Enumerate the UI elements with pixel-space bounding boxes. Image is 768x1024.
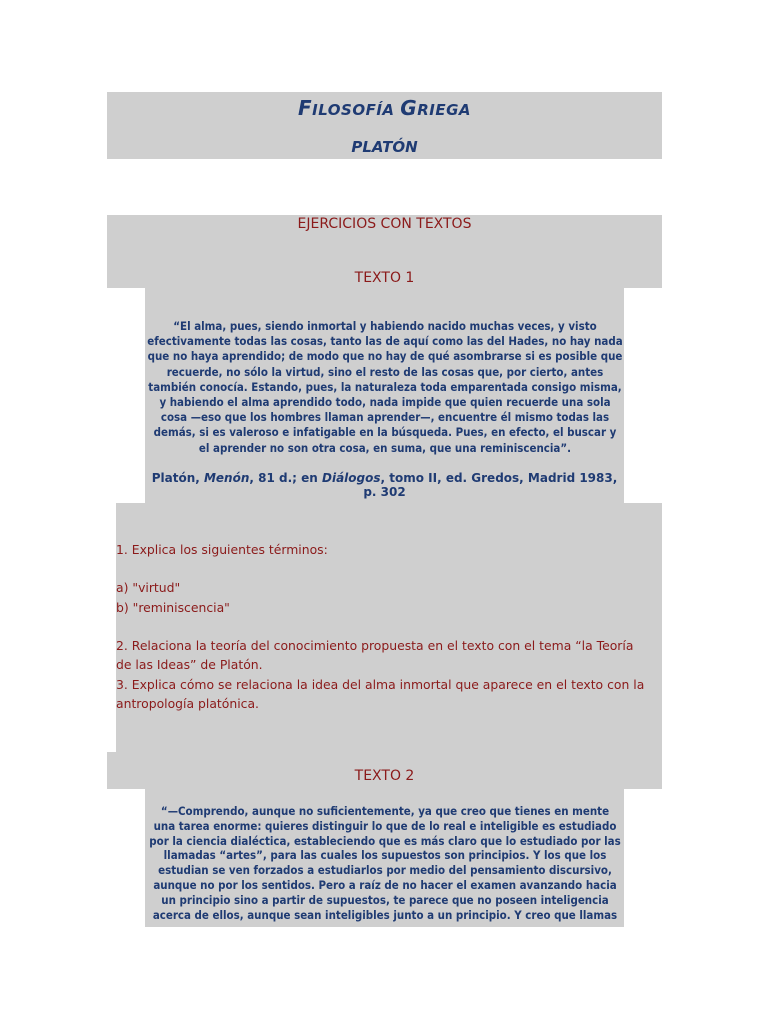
quote-line: un principio sino a partir de supuestos, te parece que no poseen inteligencia — [161, 893, 609, 907]
texto1-citation — [145, 471, 624, 499]
question-2-line2: de las Ideas” de Platón. — [116, 657, 263, 672]
exercises-heading: EJERCICIOS CON TEXTOS — [297, 216, 472, 232]
title-word-rest: ILOSOFÍA — [312, 101, 395, 119]
texto2-quote-box — [145, 789, 624, 927]
citation-author: Platón, — [151, 471, 204, 485]
question-3-line2: antropología platónica. — [116, 696, 259, 711]
quote-line: “El alma, pues, siendo inmortal y habiendo nacido muchas veces, y visto — [173, 320, 597, 333]
quote-line: “—Comprendo, aunque no suficientemente, ya que creo que tienes en mente — [160, 805, 610, 818]
question-1b: b) "reminiscencia" — [116, 600, 230, 615]
citation-edition: , tomo II, ed. Gredos, Madrid 1983, p. 302 — [363, 471, 618, 499]
title-initial: G — [400, 96, 418, 120]
quote-line: por la ciencia dialéctica, estableciendo que es más claro que lo estudiado por las — [149, 834, 621, 848]
title-initial: F — [298, 96, 313, 120]
quote-line: aunque no por los sentidos. Pero a raíz de no hacer el examen avanzando hacia — [153, 878, 617, 892]
quote-line: demás, si es valeroso e infatigable en la búsqueda. Pues, en efecto, el buscar y — [153, 426, 617, 440]
texto1-quote-box — [145, 287, 624, 503]
citation-mid: , 81 d.; en — [249, 471, 322, 485]
texto2-title: TEXTO 2 — [354, 768, 415, 784]
question-1a: a) "virtud" — [116, 580, 181, 595]
quote-line: que no haya aprendido; de modo que no hay de qué asombrarse si es posible que — [147, 350, 623, 364]
page-header — [107, 92, 662, 159]
quote-line: también conocía. Estando, pues, la naturaleza toda emparentada consigo misma, — [148, 380, 622, 394]
citation-book: Diálogos — [322, 471, 381, 485]
quote-line: y habiendo el alma aprendido todo, nada impide que quien recuerde una sola — [159, 396, 611, 410]
citation-work: Menón — [203, 471, 250, 485]
texto1-title: TEXTO 1 — [354, 270, 415, 286]
question-1: 1. Explica los siguientes términos: — [116, 542, 328, 557]
quote-line: efectivamente todas las cosas, tanto las de aquí como las del Hades, no hay nada — [147, 335, 623, 349]
quote-line: cosa —eso que los hombres llaman aprender—, encuentre él mismo todas las — [160, 411, 610, 425]
texto2-quote — [146, 805, 624, 923]
quote-line: acerca de ellos, aunque sean inteligibles junto a un principio. Y creo que llamas — [152, 908, 618, 922]
page-subtitle: PLATÓN — [351, 138, 418, 156]
title-word-rest: RIEGA — [417, 101, 471, 119]
exercises-block — [107, 215, 662, 288]
quote-line: el aprender no son otra cosa, en suma, que una reminiscencia”. — [198, 441, 572, 455]
quote-line: estudian se ven forzados a estudiarlos por medio del pensamiento discursivo, — [158, 864, 612, 878]
texto2-header — [107, 752, 662, 789]
quote-line: llamadas “artes”, para las cuales los supuestos son principios. Y los que los — [163, 849, 607, 863]
texto1-quote — [146, 319, 624, 456]
question-3-line1: 3. Explica cómo se relaciona la idea del alma inmortal que aparece en el texto con la — [116, 677, 645, 692]
quote-line: recuerde, no sólo la virtud, sino el resto de las cosas que, por cierto, antes — [166, 365, 604, 379]
question-2-line1: 2. Relaciona la teoría del conocimiento propuesta en el texto con el tema “la Teoría — [116, 638, 634, 653]
quote-line: una tarea enorme: quieres distinguir lo que de lo real e inteligible es estudiado — [153, 819, 617, 833]
site-title — [107, 96, 662, 120]
questions-block — [116, 503, 662, 752]
